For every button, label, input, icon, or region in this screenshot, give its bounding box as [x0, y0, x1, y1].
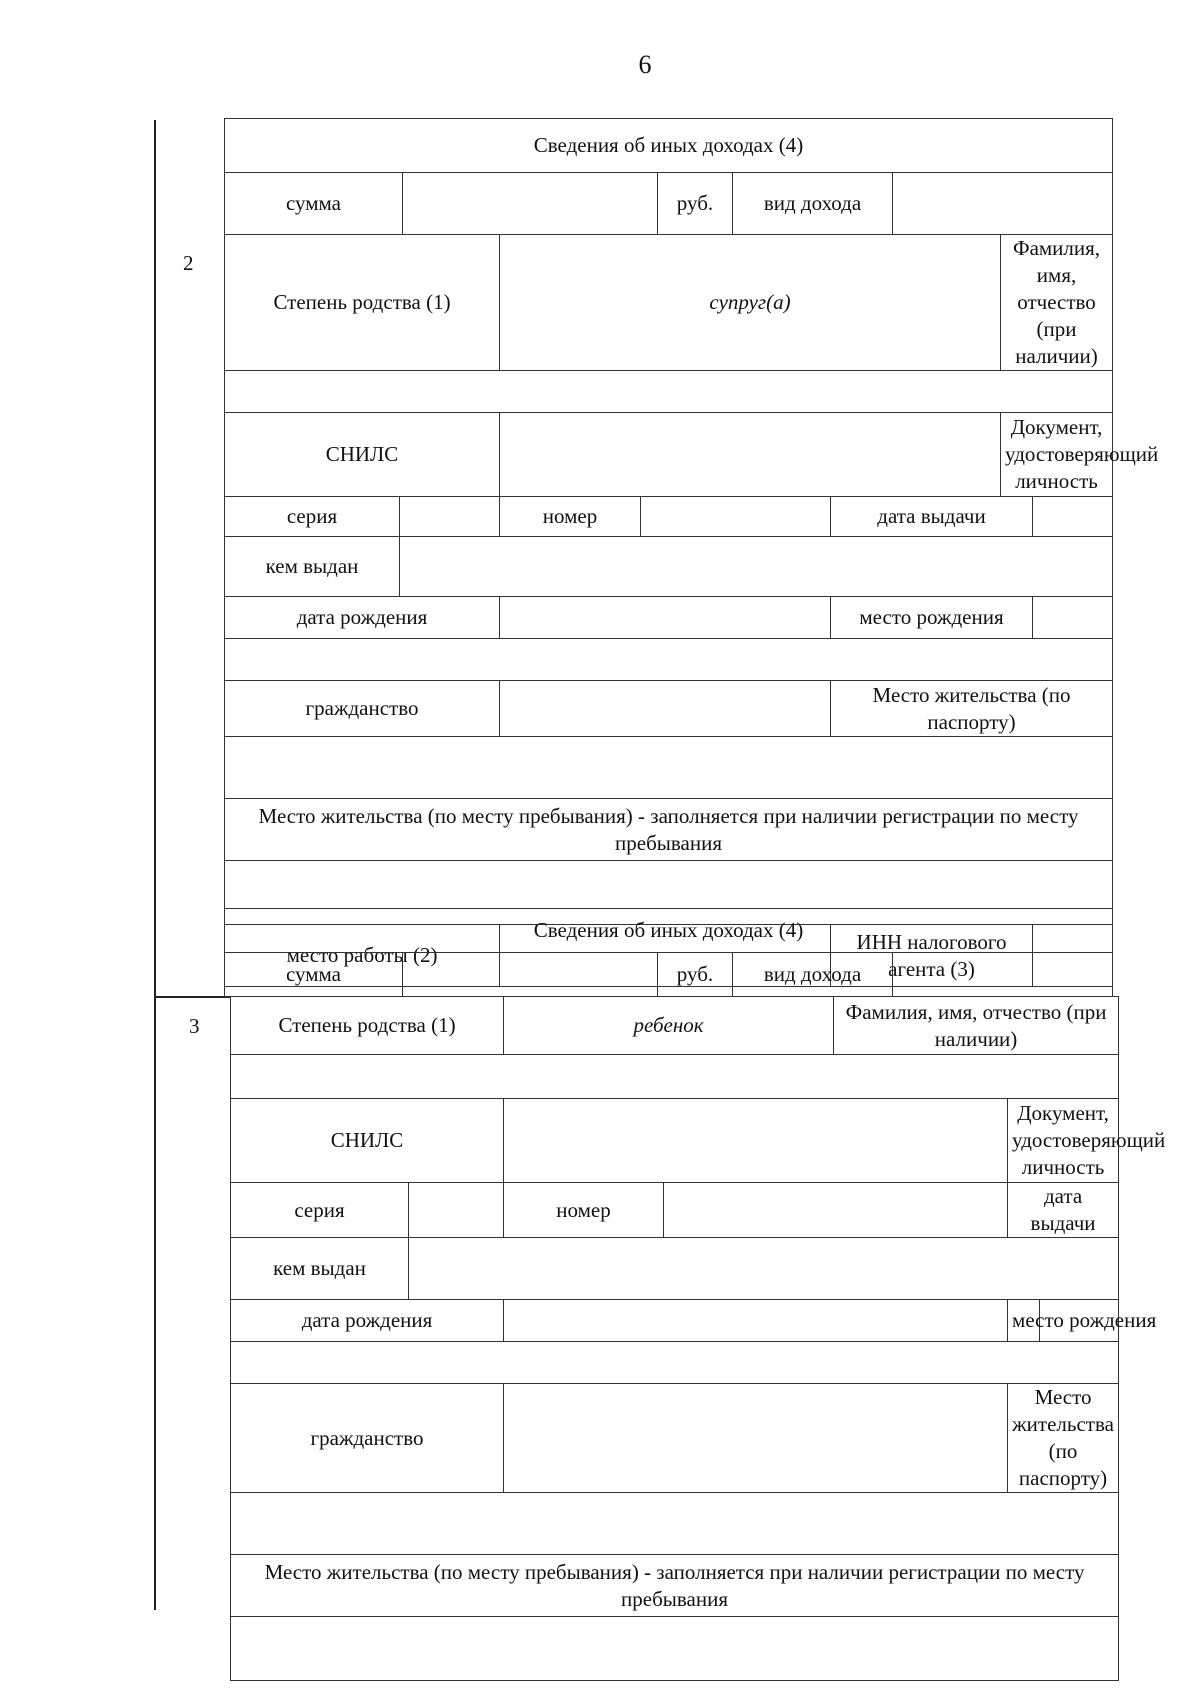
snils-field[interactable]	[500, 413, 1001, 497]
income-header: Сведения об иных доходах (4)	[225, 119, 1113, 173]
currency-label: руб.	[658, 173, 733, 235]
row-number-2: 2	[183, 251, 194, 275]
birth-place-label: место рождения	[1008, 1300, 1040, 1342]
form-block-person-2-income	[224, 908, 1113, 997]
birth-place-label: место рождения	[831, 597, 1033, 639]
birth-place-field[interactable]	[1033, 597, 1113, 639]
birth-place-field-wide[interactable]	[225, 639, 1113, 681]
fio-field[interactable]	[225, 371, 1113, 413]
id-document-label: Документ, удостоверяющий личность	[1008, 1099, 1119, 1183]
income-type-label: вид дохода	[733, 173, 893, 235]
number-field[interactable]	[664, 1183, 1008, 1238]
sum-label: сумма	[225, 953, 403, 997]
row-number-3: 3	[189, 1014, 200, 1038]
issued-by-field[interactable]	[400, 537, 1113, 597]
row-separator	[155, 996, 230, 998]
citizenship-label: гражданство	[231, 1384, 504, 1493]
income-type-field[interactable]	[893, 173, 1113, 235]
residence-field[interactable]	[225, 737, 1113, 799]
sum-field[interactable]	[403, 173, 658, 235]
issued-by-field[interactable]	[409, 1238, 1119, 1300]
birth-date-label: дата рождения	[231, 1300, 504, 1342]
issue-date-label: дата выдачи	[831, 497, 1033, 537]
outer-left-border	[154, 120, 156, 1610]
fio-label: Фамилия, имя, отчество (при наличии)	[834, 997, 1119, 1055]
issue-date-field[interactable]	[1033, 497, 1113, 537]
issue-date-label: дата выдачи	[1008, 1183, 1119, 1238]
series-field[interactable]	[409, 1183, 504, 1238]
series-label: серия	[225, 497, 400, 537]
work-place-label: место работы (2)	[225, 925, 500, 987]
kinship-label: Степень родства (1)	[225, 235, 500, 371]
issued-by-label: кем выдан	[225, 537, 400, 597]
sum-field[interactable]	[403, 953, 658, 997]
snils-label: СНИЛС	[225, 413, 500, 497]
form-block-person-2	[224, 234, 1159, 987]
number-label: номер	[504, 1183, 664, 1238]
citizenship-label: гражданство	[225, 681, 500, 737]
snils-field[interactable]	[504, 1099, 1008, 1183]
citizenship-field[interactable]	[500, 681, 831, 737]
stay-residence-label: Место жительства (по месту пребывания) - заполняется при наличии регистрации по месту пребывания	[231, 1555, 1119, 1617]
birth-place-field-wide[interactable]	[231, 1342, 1119, 1384]
fio-field[interactable]	[231, 1055, 1119, 1099]
birth-date-label: дата рождения	[225, 597, 500, 639]
series-field[interactable]	[400, 497, 500, 537]
residence-label: Место жительства (по паспорту)	[831, 681, 1113, 737]
stay-residence-field[interactable]	[231, 1617, 1119, 1681]
residence-label: Место жительства (по паспорту)	[1008, 1384, 1119, 1493]
number-label: номер	[500, 497, 641, 537]
income-type-field[interactable]	[893, 953, 1113, 997]
inn-label: ИНН налогового агента (3)	[831, 925, 1033, 987]
number-field[interactable]	[641, 497, 831, 537]
birth-date-field[interactable]	[504, 1300, 1008, 1342]
birth-date-field[interactable]	[500, 597, 831, 639]
currency-label: руб.	[658, 953, 733, 997]
stay-residence-label: Место жительства (по месту пребывания) - заполняется при наличии регистрации по месту пребывания	[225, 799, 1113, 861]
id-document-label: Документ, удостоверяющий личность	[1001, 413, 1113, 497]
income-header: Сведения об иных доходах (4)	[225, 909, 1113, 953]
series-label: серия	[231, 1183, 409, 1238]
form-block-1	[224, 118, 1113, 235]
income-type-label: вид дохода	[733, 953, 893, 997]
form-block-person-3	[230, 996, 1166, 1681]
issued-by-label: кем выдан	[231, 1238, 409, 1300]
page-number: 6	[638, 50, 652, 79]
citizenship-field[interactable]	[504, 1384, 1008, 1493]
fio-label: Фамилия, имя, отчество (при наличии)	[1001, 235, 1113, 371]
kinship-value: ребенок	[504, 997, 834, 1055]
kinship-value: супруг(а)	[500, 235, 1001, 371]
residence-field[interactable]	[231, 1493, 1119, 1555]
snils-label: СНИЛС	[231, 1099, 504, 1183]
sum-label: сумма	[225, 173, 403, 235]
kinship-label: Степень родства (1)	[231, 997, 504, 1055]
